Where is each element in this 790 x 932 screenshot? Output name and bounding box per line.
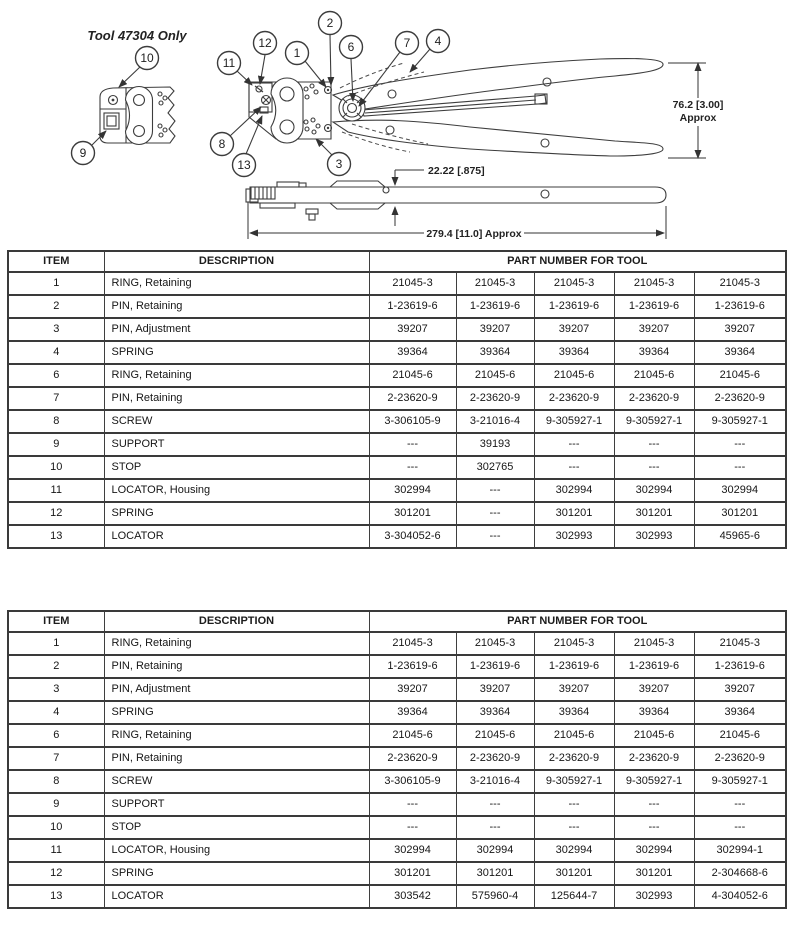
- callout-13: [233, 116, 263, 177]
- item-number-cell: 3: [8, 678, 104, 701]
- part-number-cell: 2-23620-9: [534, 747, 614, 770]
- item-number-cell: 2: [8, 295, 104, 318]
- part-number-cell: 45965-6: [694, 525, 786, 548]
- tool-47304-label: Tool 47304 Only: [87, 28, 187, 43]
- item-number-cell: 8: [8, 770, 104, 793]
- part-number-cell: 2-304668-6: [694, 862, 786, 885]
- part-number-cell: 2-23620-9: [694, 747, 786, 770]
- part-number-cell: 21045-6: [614, 364, 694, 387]
- part-number-cell: 39364: [614, 701, 694, 724]
- svg-text:11: 11: [222, 56, 236, 70]
- part-number-cell: 302994: [614, 839, 694, 862]
- part-number-cell: 2-23620-9: [614, 387, 694, 410]
- description-cell: PIN, Adjustment: [104, 678, 369, 701]
- part-number-cell: 1-23619-6: [456, 655, 534, 678]
- table-row: [8, 295, 786, 318]
- part-number-cell: 21045-3: [456, 632, 534, 655]
- part-number-cell: ---: [456, 525, 534, 548]
- callout-3: [316, 139, 351, 176]
- table-row: [8, 318, 786, 341]
- svg-text:1: 1: [293, 46, 301, 60]
- item-number-cell: 1: [8, 632, 104, 655]
- part-number-cell: 2-23620-9: [534, 387, 614, 410]
- table-row: [8, 632, 786, 655]
- part-number-cell: 1-23619-6: [614, 295, 694, 318]
- part-number-cell: 21045-3: [369, 632, 456, 655]
- height-dimension-qualifier: Approx: [679, 112, 717, 124]
- part-number-cell: 21045-6: [534, 724, 614, 747]
- part-number-cell: 302765: [456, 456, 534, 479]
- part-number-cell: 39207: [614, 678, 694, 701]
- description-cell: SCREW: [104, 410, 369, 433]
- parts-table-1: [7, 250, 787, 549]
- item-number-cell: 7: [8, 387, 104, 410]
- table-row: [8, 410, 786, 433]
- part-number-cell: 21045-6: [694, 724, 786, 747]
- part-number-cell: ---: [694, 793, 786, 816]
- svg-text:3: 3: [335, 157, 343, 171]
- part-number-cell: 1-23619-6: [614, 655, 694, 678]
- part-number-cell: 39364: [456, 341, 534, 364]
- height-dimension-value: 76.2 [3.00]: [672, 99, 724, 111]
- part-number-cell: ---: [614, 816, 694, 839]
- part-number-cell: 39193: [456, 433, 534, 456]
- part-number-cell: 303542: [369, 885, 456, 908]
- part-number-cell: 39364: [369, 701, 456, 724]
- table-row: [8, 816, 786, 839]
- part-number-cell: 9-305927-1: [614, 410, 694, 433]
- part-number-cell: 2-23620-9: [614, 747, 694, 770]
- part-number-cell: 2-23620-9: [369, 747, 456, 770]
- part-number-cell: 39207: [534, 678, 614, 701]
- part-number-cell: 39364: [369, 341, 456, 364]
- part-number-cell: 9-305927-1: [694, 770, 786, 793]
- description-cell: SCREW: [104, 770, 369, 793]
- table-row: [8, 502, 786, 525]
- part-number-cell: 39364: [534, 341, 614, 364]
- parts-table-2: [7, 610, 787, 909]
- part-number-cell: 3-306105-9: [369, 410, 456, 433]
- callout-12: [254, 32, 277, 85]
- dimension-height: [668, 63, 723, 158]
- dimension-length: [248, 202, 666, 240]
- item-number-cell: 4: [8, 341, 104, 364]
- callout-10: [119, 47, 159, 88]
- part-number-cell: 302994: [369, 839, 456, 862]
- part-number-cell: 21045-6: [614, 724, 694, 747]
- part-number-cell: ---: [614, 433, 694, 456]
- callout-8: [211, 107, 262, 156]
- description-cell: STOP: [104, 456, 369, 479]
- item-number-cell: 12: [8, 862, 104, 885]
- col-header-description: DESCRIPTION: [104, 251, 369, 272]
- main-tool-view: [249, 59, 663, 156]
- description-cell: STOP: [104, 816, 369, 839]
- item-number-cell: 8: [8, 410, 104, 433]
- part-number-cell: 2-23620-9: [456, 747, 534, 770]
- part-number-cell: ---: [614, 793, 694, 816]
- part-number-cell: ---: [456, 502, 534, 525]
- description-cell: PIN, Retaining: [104, 295, 369, 318]
- part-number-cell: 39364: [614, 341, 694, 364]
- tool-47304-head-view: [87, 28, 187, 145]
- item-number-cell: 2: [8, 655, 104, 678]
- part-number-cell: 302994: [534, 839, 614, 862]
- item-number-cell: 9: [8, 793, 104, 816]
- part-number-cell: 39364: [534, 701, 614, 724]
- description-cell: RING, Retaining: [104, 632, 369, 655]
- description-cell: LOCATOR, Housing: [104, 479, 369, 502]
- table-row: [8, 364, 786, 387]
- part-number-cell: 301201: [534, 862, 614, 885]
- item-number-cell: 3: [8, 318, 104, 341]
- description-cell: SPRING: [104, 862, 369, 885]
- col-header-item: ITEM: [8, 251, 104, 272]
- part-number-cell: 302994: [614, 479, 694, 502]
- part-number-cell: 21045-6: [456, 724, 534, 747]
- part-number-cell: 1-23619-6: [694, 295, 786, 318]
- part-number-cell: 1-23619-6: [694, 655, 786, 678]
- part-number-cell: 21045-3: [534, 272, 614, 295]
- part-number-cell: ---: [456, 793, 534, 816]
- table-row: [8, 341, 786, 364]
- length-dimension-value: 279.4 [11.0] Approx: [426, 228, 522, 240]
- part-number-cell: 39207: [456, 678, 534, 701]
- part-number-cell: 9-305927-1: [614, 770, 694, 793]
- part-number-cell: ---: [534, 433, 614, 456]
- item-number-cell: 4: [8, 701, 104, 724]
- part-number-cell: 3-21016-4: [456, 770, 534, 793]
- part-number-cell: ---: [456, 816, 534, 839]
- description-cell: RING, Retaining: [104, 364, 369, 387]
- description-cell: RING, Retaining: [104, 724, 369, 747]
- part-number-cell: 39364: [694, 341, 786, 364]
- part-number-cell: 2-23620-9: [694, 387, 786, 410]
- part-number-cell: 302993: [534, 525, 614, 548]
- part-number-cell: ---: [369, 456, 456, 479]
- svg-text:8: 8: [218, 137, 226, 151]
- part-number-cell: 21045-6: [534, 364, 614, 387]
- part-number-cell: 302994: [534, 479, 614, 502]
- part-number-cell: 302993: [614, 525, 694, 548]
- part-number-cell: 9-305927-1: [534, 410, 614, 433]
- part-number-cell: ---: [369, 816, 456, 839]
- part-number-cell: 21045-3: [369, 272, 456, 295]
- part-number-cell: 4-304052-6: [694, 885, 786, 908]
- col-header-item: ITEM: [8, 611, 104, 632]
- item-number-cell: 12: [8, 502, 104, 525]
- svg-text:6: 6: [347, 40, 355, 54]
- item-number-cell: 11: [8, 479, 104, 502]
- table-row: [8, 747, 786, 770]
- table-row: [8, 525, 786, 548]
- description-cell: PIN, Retaining: [104, 387, 369, 410]
- item-number-cell: 6: [8, 724, 104, 747]
- part-number-cell: 21045-6: [456, 364, 534, 387]
- part-number-cell: 301201: [694, 502, 786, 525]
- part-number-cell: 21045-3: [694, 272, 786, 295]
- part-number-cell: 302994: [456, 839, 534, 862]
- part-number-cell: ---: [369, 793, 456, 816]
- part-number-cell: 3-306105-9: [369, 770, 456, 793]
- callout-2: [319, 12, 342, 86]
- part-number-cell: 39207: [456, 318, 534, 341]
- part-number-cell: 21045-3: [456, 272, 534, 295]
- part-number-cell: 1-23619-6: [456, 295, 534, 318]
- table-row: [8, 885, 786, 908]
- part-number-cell: 21045-6: [694, 364, 786, 387]
- part-number-cell: 125644-7: [534, 885, 614, 908]
- part-number-cell: 39207: [694, 678, 786, 701]
- part-number-cell: 21045-3: [694, 632, 786, 655]
- part-number-cell: 301201: [614, 502, 694, 525]
- description-cell: SPRING: [104, 701, 369, 724]
- description-cell: LOCATOR, Housing: [104, 839, 369, 862]
- part-number-cell: 2-23620-9: [369, 387, 456, 410]
- part-number-cell: 301201: [614, 862, 694, 885]
- item-number-cell: 11: [8, 839, 104, 862]
- part-number-cell: 302994-1: [694, 839, 786, 862]
- depth-dimension-value: 22.22 [.875]: [428, 165, 485, 177]
- col-header-part-group: PART NUMBER FOR TOOL: [369, 611, 786, 632]
- part-number-cell: ---: [369, 433, 456, 456]
- item-number-cell: 13: [8, 525, 104, 548]
- col-header-description: DESCRIPTION: [104, 611, 369, 632]
- part-number-cell: ---: [694, 456, 786, 479]
- part-number-cell: 3-21016-4: [456, 410, 534, 433]
- part-number-cell: 301201: [534, 502, 614, 525]
- description-cell: LOCATOR: [104, 525, 369, 548]
- item-number-cell: 6: [8, 364, 104, 387]
- col-header-part-group: PART NUMBER FOR TOOL: [369, 251, 786, 272]
- table-row: [8, 456, 786, 479]
- item-number-cell: 9: [8, 433, 104, 456]
- part-number-cell: 302993: [614, 885, 694, 908]
- part-number-cell: 301201: [456, 862, 534, 885]
- part-number-cell: 21045-3: [614, 272, 694, 295]
- part-number-cell: 301201: [369, 862, 456, 885]
- table-row: [8, 770, 786, 793]
- part-number-cell: 1-23619-6: [369, 295, 456, 318]
- part-number-cell: ---: [534, 816, 614, 839]
- side-view: [246, 181, 666, 220]
- part-number-cell: 302994: [694, 479, 786, 502]
- svg-text:13: 13: [237, 158, 251, 172]
- part-number-cell: 21045-6: [369, 364, 456, 387]
- table-row: [8, 839, 786, 862]
- part-number-cell: ---: [456, 479, 534, 502]
- description-cell: LOCATOR: [104, 885, 369, 908]
- part-number-cell: 9-305927-1: [694, 410, 786, 433]
- description-cell: SPRING: [104, 502, 369, 525]
- svg-text:9: 9: [79, 146, 87, 160]
- part-number-cell: 9-305927-1: [534, 770, 614, 793]
- description-cell: SPRING: [104, 341, 369, 364]
- table-row: [8, 724, 786, 747]
- description-cell: RING, Retaining: [104, 272, 369, 295]
- description-cell: PIN, Retaining: [104, 655, 369, 678]
- table-row: [8, 387, 786, 410]
- item-number-cell: 13: [8, 885, 104, 908]
- part-number-cell: 39207: [369, 318, 456, 341]
- item-number-cell: 10: [8, 816, 104, 839]
- table-row: [8, 862, 786, 885]
- item-number-cell: 7: [8, 747, 104, 770]
- part-number-cell: 1-23619-6: [369, 655, 456, 678]
- svg-text:4: 4: [434, 34, 442, 48]
- part-number-cell: 301201: [369, 502, 456, 525]
- part-number-cell: 1-23619-6: [534, 655, 614, 678]
- table-row: [8, 701, 786, 724]
- part-number-cell: 39207: [534, 318, 614, 341]
- table-row: [8, 433, 786, 456]
- callout-11: [218, 52, 253, 86]
- description-cell: SUPPORT: [104, 433, 369, 456]
- table-row: [8, 678, 786, 701]
- svg-text:2: 2: [326, 16, 334, 30]
- part-number-cell: 39207: [369, 678, 456, 701]
- item-number-cell: 1: [8, 272, 104, 295]
- table-row: [8, 479, 786, 502]
- part-number-cell: 39364: [694, 701, 786, 724]
- part-number-cell: ---: [534, 456, 614, 479]
- callout-9: [72, 131, 107, 165]
- description-cell: PIN, Retaining: [104, 747, 369, 770]
- part-number-cell: 21045-3: [614, 632, 694, 655]
- tool-assembly-diagram: [0, 0, 790, 248]
- part-number-cell: 39207: [694, 318, 786, 341]
- part-number-cell: 39207: [614, 318, 694, 341]
- part-number-cell: ---: [694, 433, 786, 456]
- part-number-cell: ---: [694, 816, 786, 839]
- part-number-cell: 39364: [456, 701, 534, 724]
- description-cell: PIN, Adjustment: [104, 318, 369, 341]
- description-cell: SUPPORT: [104, 793, 369, 816]
- svg-text:12: 12: [258, 36, 272, 50]
- part-number-cell: 302994: [369, 479, 456, 502]
- part-number-cell: 575960-4: [456, 885, 534, 908]
- table-row: [8, 272, 786, 295]
- part-number-cell: 2-23620-9: [456, 387, 534, 410]
- svg-text:10: 10: [140, 51, 154, 65]
- table-row: [8, 655, 786, 678]
- part-number-cell: 3-304052-6: [369, 525, 456, 548]
- item-number-cell: 10: [8, 456, 104, 479]
- part-number-cell: ---: [614, 456, 694, 479]
- part-number-cell: 1-23619-6: [534, 295, 614, 318]
- part-number-cell: 21045-6: [369, 724, 456, 747]
- part-number-cell: ---: [534, 793, 614, 816]
- part-number-cell: 21045-3: [534, 632, 614, 655]
- svg-text:7: 7: [403, 36, 411, 50]
- table-row: [8, 793, 786, 816]
